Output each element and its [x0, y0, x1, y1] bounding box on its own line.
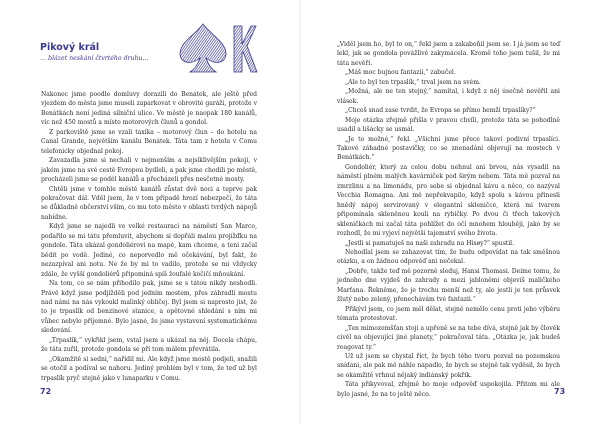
paragraph: „Ten mimozemšťan stojí a upřeně se na tebe dívá, stejně jak by člověk civěl na objevující jiné planety,“ pokračoval táta. „Otázka je, jak budeš reagovat ty.“ [337, 324, 560, 351]
paragraph: Gondoliér, který za celou dobu nehnul ani brvou, nás vysadil na náměstí plném malých kavárniček pod širým nebem. Táta mě pozval na zmrzlinu a na limonádu, pro sebe si objednal kávu a něco, co nazýval Vecchia Romagna. Ani mě nepřekvapilo, když spolu s kávou přinesli hnědý nápoj servírovaný v elegantní skleničce, která mi tvarem připomínala skleněnou kouli na rybičky. Po dvou či třech takových skleničkách mi začal táta pohlížet do očí mnohem hlouběji, jako by se rozhodl, že mi vyjeví největší tajemství svého života. [337, 163, 560, 238]
paragraph: „Dobře, takže teď mě pozorně sleduj, Hansi Thomasi. Deime tomu, že jednoho dne vyjdeš do zahrady a mezi jabloněmi objevíš maličkého Marťana. Řekněme, že je trochu menší než ty, ale jestli je ten průsvek žlutý nebo zelený, přenechávám tvé fantazii.“ [337, 267, 560, 304]
paragraph: Moje otázka zřejmě přišla v pravou chvíli, protože táta se pohodlně usadil a lišácky se usmál. [337, 116, 560, 134]
paragraph: „Máš moc bujnou fantazii,“ zabučel. [345, 69, 456, 77]
right-body-text [337, 40, 560, 399]
left-body-text [41, 90, 257, 383]
spade-icon [180, 24, 226, 72]
paragraph: Když jsme se najedli ve velké restauraci na náměstí San Marco, podařilo se mi tátu přemluvit, abychom si dopřáli malou projížďku na gondole. Táta ukázal gondoliérovi na mapě, kam chceme, a teni začal bědit po vodě. Jediné, co neporvedlo mě očekávání, byl fakt, že nezazpíval ani notu. Ne že by mi to vadilo, protože se mi vždycky zdálo, že vyšší gondoliérů připomíná spíš žoufalé kočičí mňoukání. [41, 223, 257, 278]
king-letter-icon [234, 26, 257, 72]
paragraph: „Možná, ale ne ten stejný,“ namítal, i když z něj úsečně nevěřil ani vlásek. [337, 88, 560, 105]
paragraph: Z parkoviště jsme se vzali taxíka – motorový člun – do hotelu na Canal Grande, největším kanálu Benátek. Táta tam z hotelu v Comu telefonicky objednal pokoj. [41, 128, 257, 155]
paragraph: Nakonec jsme poodle domluvy dorazili do Benátek, ale ještě před vjezdem do města jsme museli zaparkovat v obrovité garáži, protože v Benátkách není jediná silniční ulice. Ve městě je naopak 180 kanálů, víc než 450 mostů a místo motorových člunů a gondol. [41, 91, 257, 127]
spade-king-illustration [176, 20, 258, 76]
paragraph: „Je to možné,“ řekl. „Všichni jsme přece takoví podivní trpaslíci. Takové záhadné postavičky, co se znenadání objevují na mostech v Benátkách.“ [337, 135, 560, 162]
paragraph: „Okamžitě si sedni,“ nařídil mi. Ale když jsme mostě podjeli, snažili se otočil a podíval se nahoru. Jediný problém byl v tom, že teď už byl trpaslík pryč stejně jako v lunaparku v Comu. [41, 355, 257, 382]
paragraph: Zavazadla jsme si nechali v nejmenším a nejsíklivějším pokoji, v jakém jsme na své cestě Evropou bydleli, a pak jsme chodili po městě, procházeli jsme se podél kanálů a přecházeli přes nesčetné mosty. [41, 157, 257, 184]
paragraph: Na tom, co se nám přihodilo pak, jsme se s tátou nikdy neshodli. Právě když jsme podjížděli pod jedním mostem, přes zábradlí mostu nad námi na nás vykoukl malinký obličej. Byl jsem si naprosto jist, že to je trpaslík od benzinové stanice, a opětovné shledání s ním mi vůbec nebylo příjemné. Bylo jasné, že jsme vystavení systematickému sledování. [41, 280, 257, 335]
paragraph: Už už jsem se chystal říct, že bych tého tvoru pozval na pozemskou snídani, ale pak mě náhle napadlo, že bych se stejně tak vyděsil, že bych se okamžitě vrhnul nějaký indiánský pokřik. [337, 352, 560, 379]
paragraph: Táta přikyvoval, zřejmě ho moje odpověď uspokojila. Přitom mi ale bylo jasné, že na to ještě něco. [337, 381, 560, 398]
paragraph: „Trpaslík,“ vykřikl jsem, vstal jsem a ukázal na něj. Docela chápu, že táta zuřil, protože gondola se při tom málem převrátila. [41, 336, 257, 354]
paragraph: „Viděl jsem ho, byl to on,“ řekl jsem a zakaboňil jsem se. I já jsem se teď lekl, jak se gondola povážlivě zakymácela. Kromě toho jsem tušil, že mi táta nevěří. [337, 41, 560, 67]
paragraph: „Ale to byl ten trpaslík,“ trval jsem na svém. [345, 78, 481, 86]
chapter-heading [40, 42, 149, 63]
chapter-title: Pikový král [40, 42, 100, 53]
paragraph: Chtěli jsme v tomhle městě kanálů zůstat dvě noci a teprve pak pokračovat dál. Vděl jsem, že v tom případě hrozí nebezpečí, že táta se důkladně občerství vším, co mu toto město v oblasti tvrdých nápojů nabídne. [41, 185, 257, 221]
chapter-subtitle: … blázet neskání čtvrtého druhu… [40, 55, 149, 62]
page-number: 72 [40, 387, 52, 396]
right-page [300, 0, 600, 424]
paragraph: „Jestli si pamatuješ na naši zahradu na Hisøy?“ spustil. [345, 239, 515, 247]
paragraph: „Chceš snad zase tvrdit, že Evropa se přímo hemží trpaslíky?“ [345, 107, 536, 115]
paragraph: Nehodlal jsem se zahazovat tím, že budu odpovídat na tak směšnou otázku, a on žádnou odpověď ani nečekal. [337, 248, 560, 266]
page-number: 73 [554, 387, 566, 396]
paragraph: Přikývl jsem, co jsem měl dělat, stejně nemělo cenu proti jeho výběru témata protestovat. [337, 305, 560, 323]
